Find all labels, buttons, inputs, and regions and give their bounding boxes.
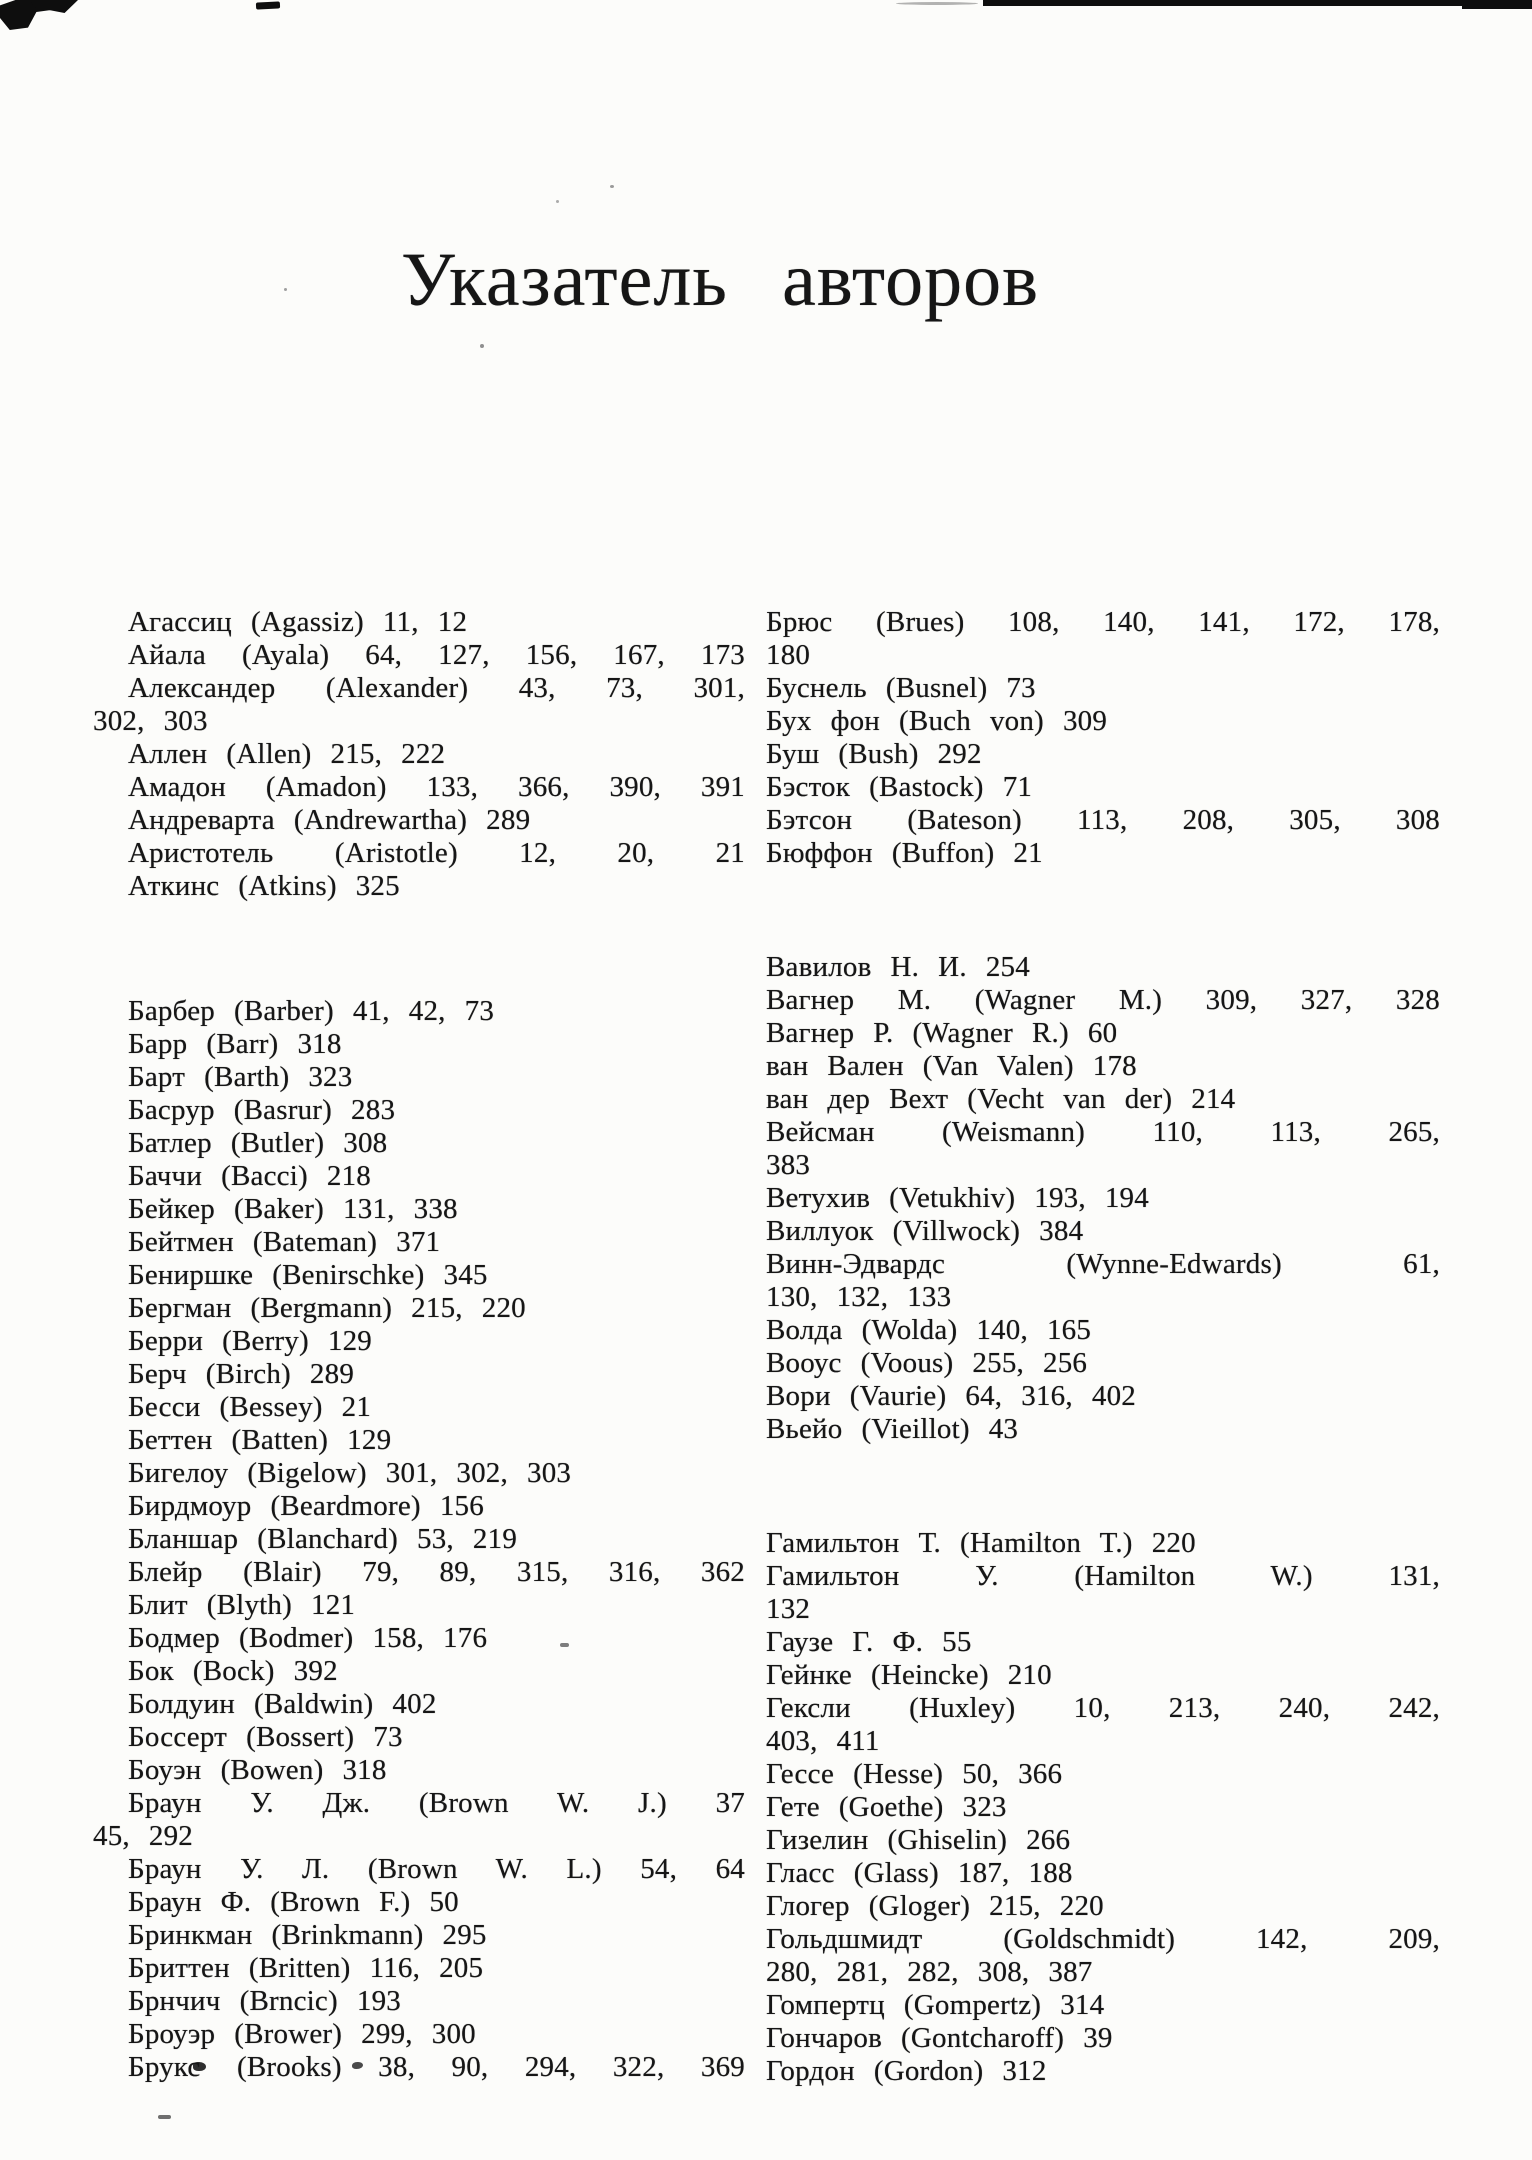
index-entry-line: Броуэр (Brower) 299, 300 — [128, 2018, 476, 2050]
index-entry-line: Бэтсон (Bateson) 113, 208, 305, 308 — [766, 804, 1440, 836]
index-entry-line: Гейнке (Heincke) 210 — [766, 1659, 1052, 1691]
index-entry-line: Бюффон (Buffon) 21 — [766, 837, 1043, 869]
ink-dash-artifact — [256, 1, 280, 9]
index-entry-line: 130, 132, 133 — [766, 1281, 952, 1313]
index-column-left — [93, 606, 745, 2084]
index-entry-line: Гессе (Hesse) 50, 366 — [766, 1758, 1063, 1790]
index-entry-line: Гаузе Г. Ф. 55 — [766, 1626, 972, 1658]
index-entry-line: Берч (Birch) 289 — [128, 1358, 355, 1390]
index-entry-line: Александер (Alexander) 43, 73, 301, — [128, 672, 745, 704]
index-entry-line: 45, 292 — [93, 1820, 193, 1852]
index-entry-line: Бесси (Bessey) 21 — [128, 1391, 372, 1423]
index-entry-line: Гизелин (Ghiselin) 266 — [766, 1824, 1071, 1856]
index-entry-line: Гольдшмидт (Goldschmidt) 142, 209, — [766, 1923, 1440, 1955]
index-entry-line: Браун У. Дж. (Brown W. J.) 37 — [128, 1787, 745, 1819]
index-entry-line: Беттен (Batten) 129 — [128, 1424, 392, 1456]
page-edge-line-artifact — [896, 2, 978, 5]
index-entry-line: Бух фон (Buch von) 309 — [766, 705, 1108, 737]
index-block — [766, 1527, 1440, 2088]
index-entry-line: Глогер (Gloger) 215, 220 — [766, 1890, 1104, 1922]
index-block — [93, 995, 745, 2084]
index-entry-line: Боссерт (Bossert) 73 — [128, 1721, 403, 1753]
index-entry-line: Брюс (Brues) 108, 140, 141, 172, 178, — [766, 606, 1440, 638]
index-entry-line: Амадон (Amadon) 133, 366, 390, 391 — [128, 771, 745, 803]
index-entry-line: Гончаров (Gontcharoff) 39 — [766, 2022, 1113, 2054]
index-entry-line: Гамильтон Т. (Hamilton T.) 220 — [766, 1527, 1196, 1559]
index-entry-line: Андреварта (Andrewartha) 289 — [128, 804, 531, 836]
index-entry-line: Гомпертц (Gompertz) 314 — [766, 1989, 1105, 2021]
index-entry-line: Гласс (Glass) 187, 188 — [766, 1857, 1073, 1889]
index-entry-line: Вагнер Р. (Wagner R.) 60 — [766, 1017, 1118, 1049]
index-entry-line: 383 — [766, 1149, 811, 1181]
index-entry-line: Вори (Vaurie) 64, 316, 402 — [766, 1380, 1136, 1412]
index-entry-line: Берри (Berry) 129 — [128, 1325, 372, 1357]
page-edge-line-artifact — [983, 0, 1532, 6]
index-entry-line: ван Вален (Van Valen) 178 — [766, 1050, 1137, 1082]
scan-speck — [556, 200, 559, 203]
index-entry-line: ван дер Вехт (Vecht van der) 214 — [766, 1083, 1236, 1115]
index-entry-line: 302, 303 — [93, 705, 208, 737]
index-entry-line: Боуэн (Bowen) 318 — [128, 1754, 387, 1786]
index-entry-line: Блейр (Blair) 79, 89, 315, 316, 362 — [128, 1556, 745, 1588]
index-entry-line: Бодмер (Bodmer) 158, 176 — [128, 1622, 488, 1654]
index-entry-line: Вьейо (Vieillot) 43 — [766, 1413, 1019, 1445]
index-entry-line: Бергман (Bergmann) 215, 220 — [128, 1292, 526, 1324]
index-entry-line: Бигелоу (Bigelow) 301, 302, 303 — [128, 1457, 572, 1489]
index-entry-line: Бирдмоур (Beardmore) 156 — [128, 1490, 484, 1522]
index-entry-line: Блит (Blyth) 121 — [128, 1589, 356, 1621]
index-entry-line: Бениршке (Benirschke) 345 — [128, 1259, 488, 1291]
index-entry-line: Винн-Эдвардс (Wynne-Edwards) 61, — [766, 1248, 1440, 1280]
page-title: Указатель авторов — [401, 238, 1039, 322]
index-entry-line: Баччи (Bacci) 218 — [128, 1160, 371, 1192]
index-entry-line: Вавилов Н. И. 254 — [766, 951, 1030, 983]
index-entry-line: Брукс (Brooks) 38, 90, 294, 322, 369 — [128, 2051, 745, 2083]
index-entry-line: Бейкер (Baker) 131, 338 — [128, 1193, 458, 1225]
index-entry-line: Аткинс (Atkins) 325 — [128, 870, 400, 902]
index-entry-line: Вагнер М. (Wagner M.) 309, 327, 328 — [766, 984, 1440, 1016]
index-entry-line: 403, 411 — [766, 1725, 880, 1757]
index-entry-line: Виллуок (Villwock) 384 — [766, 1215, 1084, 1247]
index-entry-line: Бэсток (Bastock) 71 — [766, 771, 1033, 803]
scan-speck — [158, 2115, 171, 2119]
index-entry-line: Браун Ф. (Brown F.) 50 — [128, 1886, 459, 1918]
index-column-right — [766, 606, 1440, 2088]
index-entry-line: Брнчич (Brncic) 193 — [128, 1985, 401, 2017]
page-edge-line-artifact — [1462, 0, 1532, 9]
index-entry-line: Басрур (Basrur) 283 — [128, 1094, 396, 1126]
index-entry-line: Ветухив (Vetukhiv) 193, 194 — [766, 1182, 1149, 1214]
index-entry-line: Бринкман (Brinkmann) 295 — [128, 1919, 487, 1951]
scan-speck — [480, 344, 484, 348]
index-entry-line: Бланшар (Blanchard) 53, 219 — [128, 1523, 518, 1555]
index-entry-line: Батлер (Butler) 308 — [128, 1127, 388, 1159]
index-entry-line: Волда (Wolda) 140, 165 — [766, 1314, 1092, 1346]
scan-speck — [610, 185, 614, 188]
index-entry-line: Болдуин (Baldwin) 402 — [128, 1688, 437, 1720]
index-entry-line: 280, 281, 282, 308, 387 — [766, 1956, 1093, 1988]
index-entry-line: Вейсман (Weismann) 110, 113, 265, — [766, 1116, 1440, 1148]
index-block — [93, 606, 745, 903]
index-entry-line: Вооус (Voous) 255, 256 — [766, 1347, 1088, 1379]
index-entry-line: Бриттен (Britten) 116, 205 — [128, 1952, 484, 1984]
index-block — [766, 951, 1440, 1446]
index-entry-line: Аллен (Allen) 215, 222 — [128, 738, 446, 770]
index-entry-line: 132 — [766, 1593, 811, 1625]
index-entry-line: Гордон (Gordon) 312 — [766, 2055, 1047, 2087]
index-entry-line: Гексли (Huxley) 10, 213, 240, 242, — [766, 1692, 1440, 1724]
index-entry-line: Айала (Ayala) 64, 127, 156, 167, 173 — [128, 639, 745, 671]
index-entry-line: Барбер (Barber) 41, 42, 73 — [128, 995, 495, 1027]
index-entry-line: 180 — [766, 639, 811, 671]
index-entry-line: Барр (Barr) 318 — [128, 1028, 342, 1060]
index-entry-line: Агассиц (Agassiz) 11, 12 — [128, 606, 468, 638]
index-entry-line: Гамильтон У. (Hamilton W.) 131, — [766, 1560, 1440, 1592]
index-entry-line: Бок (Bock) 392 — [128, 1655, 338, 1687]
index-block — [766, 606, 1440, 870]
index-entry-line: Аристотель (Aristotle) 12, 20, 21 — [128, 837, 745, 869]
index-entry-line: Бейтмен (Bateman) 371 — [128, 1226, 441, 1258]
index-entry-line: Буш (Bush) 292 — [766, 738, 982, 770]
index-entry-line: Барт (Barth) 323 — [128, 1061, 353, 1093]
index-entry-line: Гете (Goethe) 323 — [766, 1791, 1007, 1823]
index-entry-line: Браун У. Л. (Brown W. L.) 54, 64 — [128, 1853, 745, 1885]
index-entry-line: Буснель (Busnel) 73 — [766, 672, 1036, 704]
